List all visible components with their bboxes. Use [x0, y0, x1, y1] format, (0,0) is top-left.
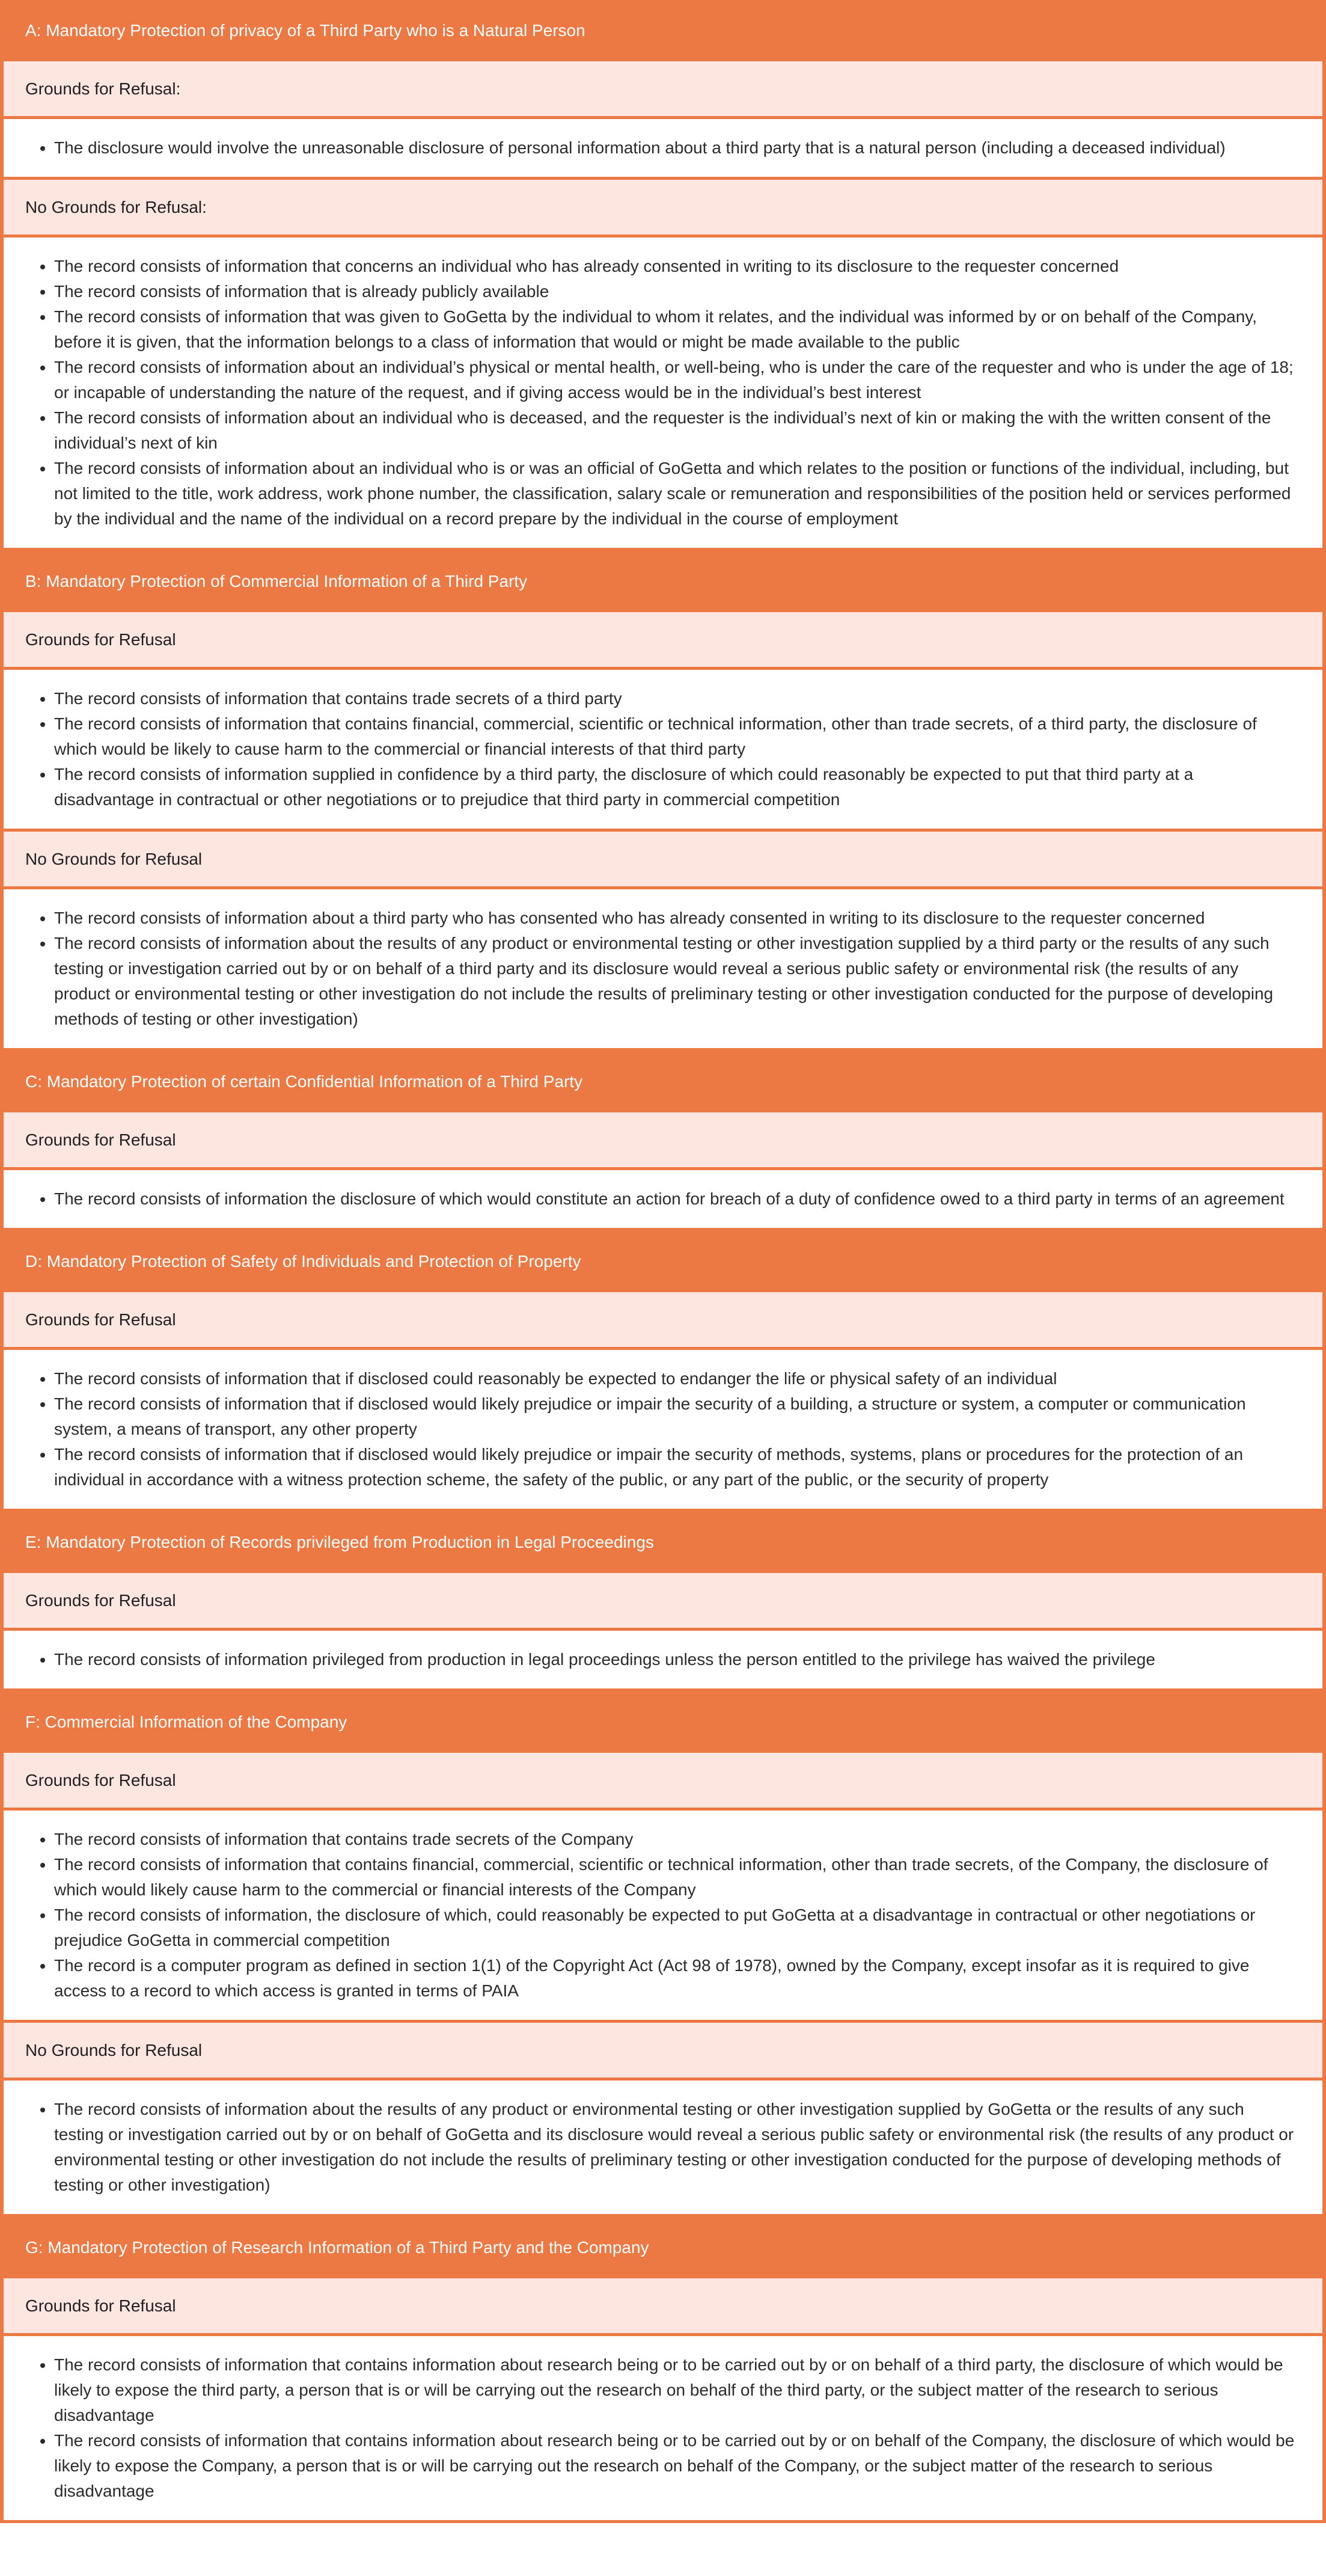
list-item: • The record consists of information that concerns an individual who has already consented in writing to its disclosure to the requester concerned	[54, 254, 1297, 279]
bullet-list	[25, 1366, 1297, 1492]
group-heading: Grounds for Refusal	[0, 1753, 1326, 1811]
bullet-list	[25, 1827, 1297, 2004]
list-item: • The record is a computer program as defined in section 1(1) of the Copyright Act (Act 98 of 1978), owned by the Company, except insofar as it is required to give access to a record to which access is granted in terms of PAIA	[54, 1953, 1297, 2004]
group-heading: Grounds for Refusal	[0, 2278, 1326, 2336]
list-item: • The record consists of information that if disclosed would likely prejudice or impair the security of a building, a structure or system, a computer or communication system, a means of transport, any other property	[54, 1391, 1297, 1442]
section-title: A: Mandatory Protection of privacy of a Third Party who is a Natural Person	[0, 0, 1326, 61]
group-body	[0, 670, 1326, 832]
group-heading: No Grounds for Refusal:	[0, 180, 1326, 238]
group-body	[0, 1350, 1326, 1512]
section-title: B: Mandatory Protection of Commercial Information of a Third Party	[0, 551, 1326, 612]
list-item: • The record consists of information about an individual’s physical or mental health, or well-being, who is under the care of the requester and who is under the age of 18; or incapable of understanding the nature of the request, and if giving access would be in the individual’s best interest	[54, 355, 1297, 405]
list-item: • The record consists of information, the disclosure of which, could reasonably be expected to put GoGetta at a disadvantage in contractual or other negotiations or prejudice GoGetta in commercial competition	[54, 1903, 1297, 1953]
list-item: • The record consists of information privileged from production in legal proceedings unless the person entitled to the privilege has waived the privilege	[54, 1647, 1297, 1672]
list-item: • The record consists of information about an individual who is or was an official of GoGetta and which relates to the position or functions of the individual, including, but not limited to the title, work address, work phone number, the classification, salary scale or remuneration and responsibilities of the position held or services performed by the individual and the name of the individual on a record prepare by the individual in the course of employment	[54, 456, 1297, 532]
section-title: C: Mandatory Protection of certain Confidential Information of a Third Party	[0, 1051, 1326, 1112]
group-body	[0, 238, 1326, 551]
group-body	[0, 1170, 1326, 1231]
list-item: • The record consists of information that was given to GoGetta by the individual to whom it relates, and the individual was informed by or on behalf of the Company, before it is given, that the information belongs to a class of information that would or might be made available to the public	[54, 304, 1297, 355]
bullet-list	[25, 1186, 1297, 1212]
bullet-list	[25, 2352, 1297, 2504]
bullet-list	[25, 254, 1297, 532]
list-item: • The record consists of information that contains information about research being or to be carried out by or on behalf of a third party, the disclosure of which would be likely to expose the third party, a person that is or will be carrying out the research on behalf of the third party, or the subject matter of the research to serious disadvantage	[54, 2352, 1297, 2428]
list-item: • The record consists of information that contains information about research being or to be carried out by or on behalf of the Company, the disclosure of which would be likely to expose the Company, a person that is or will be carrying out the research on behalf of the Company, or the subject matter of the research to serious disadvantage	[54, 2428, 1297, 2504]
list-item: • The disclosure would involve the unreasonable disclosure of personal information about a third party that is a natural person (including a deceased individual)	[54, 135, 1297, 161]
group-heading: Grounds for Refusal	[0, 1292, 1326, 1350]
list-item: • The record consists of information about the results of any product or environmental testing or other investigation supplied by GoGetta or the results of any such testing or investigation carried out by or on behalf of GoGetta and its disclosure would reveal a serious public safety or environmental risk (the results of any product or environmental testing or other investigation do not include the results of preliminary testing or other investigation conducted for the purpose of developing methods of testing or other investigation)	[54, 2097, 1297, 2198]
group-body	[0, 1631, 1326, 1691]
list-item: • The record consists of information that contains financial, commercial, scientific or technical information, other than trade secrets, of a third party, the disclosure of which would be likely to cause harm to the commercial or financial interests of that third party	[54, 711, 1297, 762]
group-heading: Grounds for Refusal	[0, 1573, 1326, 1631]
bullet-list	[25, 2097, 1297, 2198]
group-body	[0, 2336, 1326, 2523]
section-title: D: Mandatory Protection of Safety of Individuals and Protection of Property	[0, 1231, 1326, 1292]
bullet-list	[25, 1647, 1297, 1672]
group-heading: No Grounds for Refusal	[0, 2023, 1326, 2081]
list-item: • The record consists of information that contains trade secrets of the Company	[54, 1827, 1297, 1852]
section-title: E: Mandatory Protection of Records privileged from Production in Legal Proceedings	[0, 1512, 1326, 1573]
section-title: G: Mandatory Protection of Research Information of a Third Party and the Company	[0, 2217, 1326, 2278]
section-title: F: Commercial Information of the Company	[0, 1691, 1326, 1753]
bullet-list	[25, 135, 1297, 161]
group-body	[0, 889, 1326, 1051]
group-heading: Grounds for Refusal	[0, 612, 1326, 670]
list-item: • The record consists of information that contains financial, commercial, scientific or technical information, other than trade secrets, of the Company, the disclosure of which would likely cause harm to the commercial or financial interests of the Company	[54, 1852, 1297, 1903]
group-body	[0, 119, 1326, 180]
list-item: • The record consists of information supplied in confidence by a third party, the disclosure of which could reasonably be expected to put that third party at a disadvantage in contractual or other negotiations or to prejudice that third party in commercial competition	[54, 762, 1297, 812]
group-heading: Grounds for Refusal	[0, 1112, 1326, 1170]
group-heading: No Grounds for Refusal	[0, 832, 1326, 889]
list-item: • The record consists of information about an individual who is deceased, and the requester is the individual’s next of kin or making the with the written consent of the individual’s next of kin	[54, 405, 1297, 456]
bullet-list	[25, 906, 1297, 1032]
list-item: • The record consists of information that is already publicly available	[54, 279, 1297, 304]
group-body	[0, 2081, 1326, 2217]
group-heading: Grounds for Refusal:	[0, 61, 1326, 119]
list-item: • The record consists of information the disclosure of which would constitute an action for breach of a duty of confidence owed to a third party in terms of an agreement	[54, 1186, 1297, 1212]
list-item: • The record consists of information that if disclosed could reasonably be expected to endanger the life or physical safety of an individual	[54, 1366, 1297, 1391]
bullet-list	[25, 686, 1297, 812]
list-item: • The record consists of information about a third party who has consented who has already consented in writing to its disclosure to the requester concerned	[54, 906, 1297, 931]
list-item: • The record consists of information that if disclosed would likely prejudice or impair the security of methods, systems, plans or procedures for the protection of an individual in accordance with a witness protection scheme, the safety of the public, or any part of the public, or the security of property	[54, 1442, 1297, 1492]
group-body	[0, 1811, 1326, 2023]
list-item: • The record consists of information about the results of any product or environmental testing or other investigation supplied by a third party or the results of any such testing or investigation carried out by or on behalf of a third party and its disclosure would reveal a serious public safety or environmental risk (the results of any product or environmental testing or other investigation do not include the results of preliminary testing or other investigation conducted for the purpose of developing methods of testing or other investigation)	[54, 931, 1297, 1032]
list-item: • The record consists of information that contains trade secrets of a third party	[54, 686, 1297, 711]
